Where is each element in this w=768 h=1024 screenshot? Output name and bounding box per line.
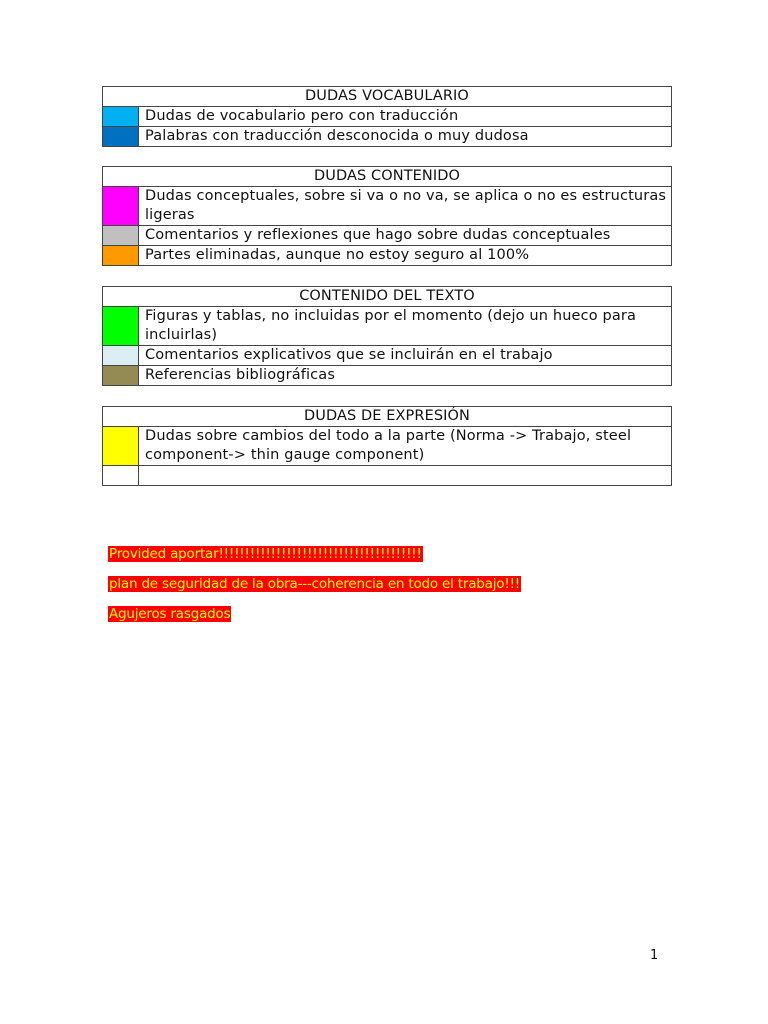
row-label: Dudas sobre cambios del todo a la parte (Norma -> Trabajo, steel component-> thin gauge component) <box>139 427 672 466</box>
table-row <box>103 346 672 366</box>
highlighted-text: Provided aportar!!!!!!!!!!!!!!!!!!!!!!!!!!!!!!!!!!!!!!! <box>109 546 422 562</box>
row-label <box>139 466 672 486</box>
row-label: Partes eliminadas, aunque no estoy seguro al 100% <box>139 246 672 266</box>
page-number: 1 <box>650 948 659 963</box>
table-row <box>103 127 672 147</box>
row-label: Referencias bibliográficas <box>139 366 672 386</box>
legend-table-contenido <box>102 166 672 266</box>
highlighted-text: Agujeros rasgados <box>109 606 231 622</box>
color-swatch <box>103 466 139 486</box>
table-title: DUDAS CONTENIDO <box>103 167 672 187</box>
table-row <box>103 427 672 466</box>
table-row <box>103 366 672 386</box>
color-swatch <box>103 307 139 346</box>
color-swatch <box>103 226 139 246</box>
table-title: DUDAS DE EXPRESIÓN <box>103 407 672 427</box>
color-swatch <box>103 187 139 226</box>
row-label: Comentarios explicativos que se incluirán en el trabajo <box>139 346 672 366</box>
table-title: CONTENIDO DEL TEXTO <box>103 287 672 307</box>
table-row <box>103 107 672 127</box>
row-label: Palabras con traducción desconocida o muy dudosa <box>139 127 672 147</box>
table-row <box>103 246 672 266</box>
table-row <box>103 307 672 346</box>
color-swatch <box>103 346 139 366</box>
table-row <box>103 226 672 246</box>
table-row <box>103 466 672 486</box>
row-label: Comentarios y reflexiones que hago sobre dudas conceptuales <box>139 226 672 246</box>
row-label: Dudas de vocabulario pero con traducción <box>139 107 672 127</box>
color-swatch <box>103 366 139 386</box>
row-label: Figuras y tablas, no incluidas por el momento (dejo un hueco para incluirlas) <box>139 307 672 346</box>
legend-table-contenido-texto <box>102 286 672 386</box>
legend-table-vocabulario <box>102 86 672 147</box>
table-row <box>103 187 672 226</box>
note-plan-seguridad <box>108 576 521 592</box>
note-agujeros <box>108 606 231 622</box>
legend-table-expresion <box>102 406 672 486</box>
color-swatch <box>103 107 139 127</box>
color-swatch <box>103 246 139 266</box>
color-swatch <box>103 427 139 466</box>
note-provided-aportar <box>108 546 423 562</box>
table-title: DUDAS VOCABULARIO <box>103 87 672 107</box>
row-label: Dudas conceptuales, sobre si va o no va, se aplica o no es estructuras ligeras <box>139 187 672 226</box>
color-swatch <box>103 127 139 147</box>
highlighted-text: plan de seguridad de la obra---coherencia en todo el trabajo!!! <box>109 576 520 592</box>
